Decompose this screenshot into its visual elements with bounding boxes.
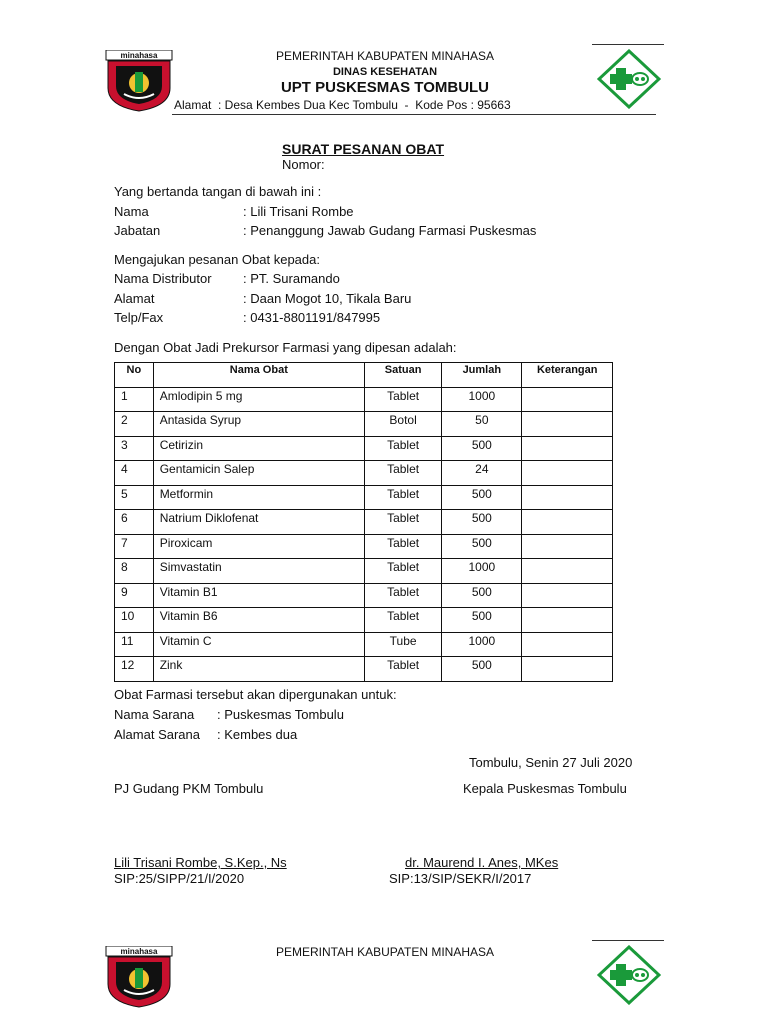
- date-place: Tombulu, Senin 27 Juli 2020: [469, 755, 633, 770]
- cell-no: 3: [115, 436, 154, 461]
- document-title: SURAT PESANAN OBAT: [282, 141, 445, 157]
- cell-no: 5: [115, 485, 154, 510]
- cell-medicine-name: Amlodipin 5 mg: [153, 387, 364, 412]
- logo-text: minahasa: [120, 51, 158, 60]
- table-row: [115, 510, 613, 535]
- cell-unit: Tube: [364, 632, 441, 657]
- cell-unit: Tablet: [364, 657, 441, 682]
- cell-quantity: 50: [442, 412, 522, 437]
- usage-intro-text: Obat Farmasi tersebut akan dipergunakan untuk:: [114, 687, 397, 702]
- header-notes: Keterangan: [522, 363, 613, 388]
- header-gov-line: PEMERINTAH KABUPATEN MINAHASA: [275, 49, 495, 63]
- cell-notes: [522, 559, 613, 584]
- cell-quantity: 1000: [442, 632, 522, 657]
- table-row: [115, 387, 613, 412]
- cell-medicine-name: Simvastatin: [153, 559, 364, 584]
- cell-medicine-name: Gentamicin Salep: [153, 461, 364, 486]
- header-top-rule: [592, 44, 664, 45]
- cell-medicine-name: Natrium Diklofenat: [153, 510, 364, 535]
- logo-text-footer: minahasa: [120, 947, 158, 956]
- footer-gov-line: PEMERINTAH KABUPATEN MINAHASA: [275, 945, 495, 959]
- cell-notes: [522, 461, 613, 486]
- cell-notes: [522, 436, 613, 461]
- cell-medicine-name: Cetirizin: [153, 436, 364, 461]
- cell-notes: [522, 387, 613, 412]
- cell-no: 12: [115, 657, 154, 682]
- cell-quantity: 500: [442, 583, 522, 608]
- cell-quantity: 500: [442, 534, 522, 559]
- cell-unit: Tablet: [364, 510, 441, 535]
- cell-quantity: 1000: [442, 559, 522, 584]
- cell-no: 11: [115, 632, 154, 657]
- table-row: [115, 412, 613, 437]
- cell-medicine-name: Vitamin B1: [153, 583, 364, 608]
- table-row: [115, 657, 613, 682]
- signer-position-value: : Penanggung Jawab Gudang Farmasi Puskesmas: [243, 223, 537, 238]
- cell-quantity: 500: [442, 657, 522, 682]
- distributor-phone-value: : 0431-8801191/847995: [243, 310, 381, 325]
- cell-no: 10: [115, 608, 154, 633]
- intro-text: Yang bertanda tangan di bawah ini :: [114, 184, 322, 199]
- to-intro-text: Mengajukan pesanan Obat kepada:: [114, 252, 320, 267]
- cell-unit: Tablet: [364, 559, 441, 584]
- cell-quantity: 1000: [442, 387, 522, 412]
- cell-quantity: 500: [442, 510, 522, 535]
- cell-medicine-name: Zink: [153, 657, 364, 682]
- cell-notes: [522, 510, 613, 535]
- cell-no: 6: [115, 510, 154, 535]
- cell-medicine-name: Antasida Syrup: [153, 412, 364, 437]
- document-number: Nomor:: [282, 157, 325, 172]
- cell-quantity: 500: [442, 485, 522, 510]
- table-row: [115, 632, 613, 657]
- table-row: [115, 559, 613, 584]
- header-quantity: Jumlah: [442, 363, 522, 388]
- distributor-phone-label: Telp/Fax: [114, 310, 164, 325]
- cell-no: 8: [115, 559, 154, 584]
- table-row: [115, 583, 613, 608]
- medicine-order-table: [114, 362, 613, 682]
- cell-unit: Tablet: [364, 485, 441, 510]
- minahasa-logo-footer: [104, 946, 174, 1008]
- distributor-address-value: : Daan Mogot 10, Tikala Baru: [243, 291, 412, 306]
- cell-quantity: 500: [442, 608, 522, 633]
- cell-medicine-name: Metformin: [153, 485, 364, 510]
- distributor-name-label: Nama Distributor: [114, 271, 212, 286]
- header-unit: Satuan: [364, 363, 441, 388]
- cell-notes: [522, 657, 613, 682]
- header-dept-line: DINAS KESEHATAN: [332, 66, 438, 78]
- distributor-name-value: : PT. Suramando: [243, 271, 340, 286]
- right-signer-name: dr. Maurend I. Anes, MKes: [405, 855, 559, 870]
- table-row: [115, 485, 613, 510]
- facility-address-label: Alamat Sarana: [114, 727, 200, 742]
- signer-name-label: Nama: [114, 204, 149, 219]
- right-signer-role: Kepala Puskesmas Tombulu: [463, 781, 627, 796]
- left-signer-role: PJ Gudang PKM Tombulu: [114, 781, 264, 796]
- cell-notes: [522, 485, 613, 510]
- table-header-row: [115, 363, 613, 388]
- facility-name-label: Nama Sarana: [114, 707, 195, 722]
- header-org-name: UPT PUSKESMAS TOMBULU: [280, 79, 490, 96]
- header-rule: [172, 114, 656, 115]
- cell-medicine-name: Piroxicam: [153, 534, 364, 559]
- signer-position-label: Jabatan: [114, 223, 161, 238]
- puskesmas-logo-footer: [597, 945, 661, 1005]
- left-signer-sip: SIP:25/SIPP/21/I/2020: [114, 871, 245, 886]
- cell-no: 4: [115, 461, 154, 486]
- cell-notes: [522, 583, 613, 608]
- left-signer-name: Lili Trisani Rombe, S.Kep., Ns: [114, 855, 287, 870]
- cell-unit: Tablet: [364, 608, 441, 633]
- table-intro-text: Dengan Obat Jadi Prekursor Farmasi yang dipesan adalah:: [114, 340, 457, 355]
- facility-address-value: : Kembes dua: [217, 727, 298, 742]
- cell-unit: Tablet: [364, 461, 441, 486]
- cell-notes: [522, 534, 613, 559]
- cell-unit: Botol: [364, 412, 441, 437]
- cell-quantity: 24: [442, 461, 522, 486]
- cell-unit: Tablet: [364, 534, 441, 559]
- table-row: [115, 534, 613, 559]
- cell-unit: Tablet: [364, 387, 441, 412]
- cell-notes: [522, 412, 613, 437]
- cell-no: 1: [115, 387, 154, 412]
- cell-unit: Tablet: [364, 436, 441, 461]
- signer-name-value: : Lili Trisani Rombe: [243, 204, 354, 219]
- minahasa-logo: [104, 50, 174, 112]
- table-row: [115, 436, 613, 461]
- footer-top-rule: [592, 940, 664, 941]
- facility-name-value: : Puskesmas Tombulu: [217, 707, 344, 722]
- cell-medicine-name: Vitamin B6: [153, 608, 364, 633]
- cell-notes: [522, 632, 613, 657]
- cell-quantity: 500: [442, 436, 522, 461]
- cell-notes: [522, 608, 613, 633]
- puskesmas-logo: [597, 49, 661, 109]
- cell-no: 7: [115, 534, 154, 559]
- cell-medicine-name: Vitamin C: [153, 632, 364, 657]
- cell-no: 9: [115, 583, 154, 608]
- right-signer-sip: SIP:13/SIP/SEKR/I/2017: [389, 871, 532, 886]
- distributor-address-label: Alamat: [114, 291, 155, 306]
- header-no: No: [115, 363, 154, 388]
- cell-unit: Tablet: [364, 583, 441, 608]
- table-row: [115, 461, 613, 486]
- header-medicine-name: Nama Obat: [153, 363, 364, 388]
- table-row: [115, 608, 613, 633]
- cell-no: 2: [115, 412, 154, 437]
- header-address: Alamat : Desa Kembes Dua Kec Tombulu - Kode Pos : 95663: [174, 98, 511, 112]
